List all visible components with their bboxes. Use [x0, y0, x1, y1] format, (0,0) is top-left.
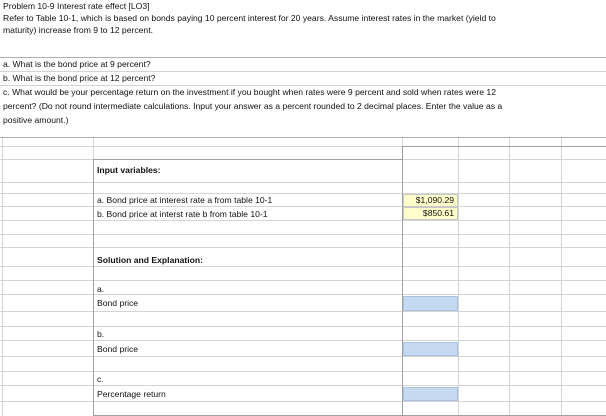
bond-price-b-value[interactable]: $850.61: [403, 207, 458, 220]
divider: [0, 137, 606, 138]
question-a: a. What is the bond price at 9 percent?: [3, 59, 151, 69]
solution-c-text: Percentage return: [97, 389, 166, 399]
bond-price-b-input[interactable]: [403, 342, 458, 356]
divider: [0, 85, 606, 86]
solution-a-text: Bond price: [97, 298, 139, 308]
bond-price-a-input[interactable]: [403, 296, 458, 311]
percentage-return-input[interactable]: [403, 387, 458, 401]
input-row1-label: a. Bond price at interest rate a from table 10-1: [97, 195, 273, 205]
problem-title: Problem 10-9 Interest rate effect [LO3]: [3, 1, 150, 11]
divider: [0, 71, 606, 72]
grid-line: [2, 138, 3, 416]
question-c-line2: percent? (Do not round intermediate calculations. Input your answer as a percent rounded to 2 decimal places. Enter the value as a: [3, 101, 503, 111]
bond-price-a-value[interactable]: $1,090.29: [403, 194, 458, 207]
question-b: b. What is the bond price at 12 percent?: [3, 73, 156, 83]
input-row2-label: b. Bond price at interst rate b from table 10-1: [97, 209, 268, 219]
question-c-line3: positive amount.): [3, 115, 69, 125]
solution-c-label: c.: [97, 374, 104, 384]
problem-intro-line1: Refer to Table 10-1, which is based on bonds paying 10 percent interest for 20 years. Assume interest rates in the market (yield to: [3, 13, 496, 23]
question-c-line1: c. What would be your percentage return on the investment if you bought when rates were 9 percent and sold when rates were 12: [3, 87, 496, 97]
divider: [0, 57, 606, 58]
solution-a-label: a.: [97, 284, 105, 294]
solution-b-text: Bond price: [97, 344, 139, 354]
problem-intro-line2: maturity) increase from 9 to 12 percent.: [3, 25, 153, 35]
solution-heading: Solution and Explanation:: [97, 255, 203, 265]
input-variables-heading: Input variables:: [97, 165, 161, 175]
answer-frame: [402, 146, 606, 416]
solution-b-label: b.: [97, 329, 105, 339]
